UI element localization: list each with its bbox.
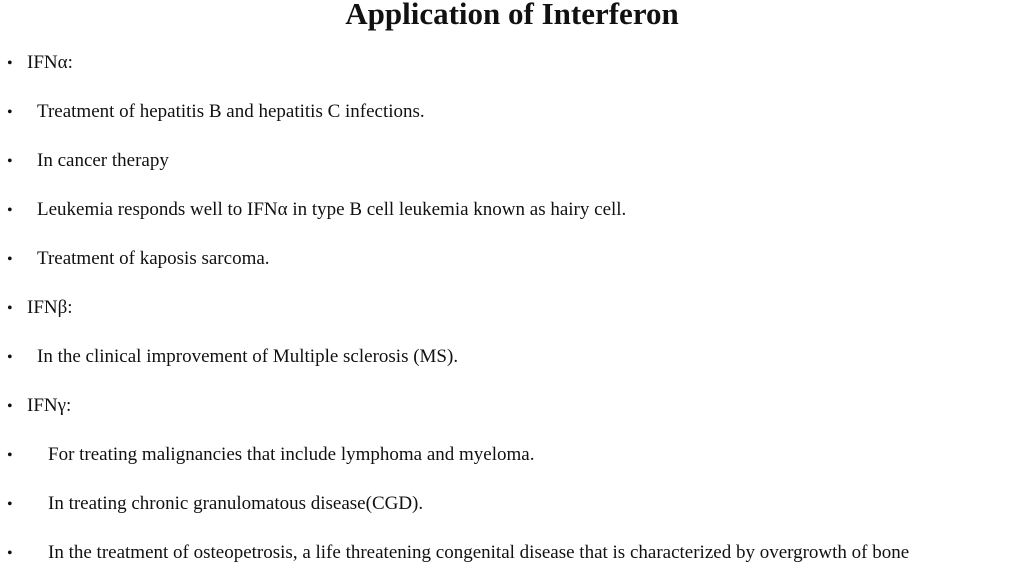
bullet-icon: • (7, 55, 13, 72)
list-item (7, 100, 425, 124)
bullet-icon: • (7, 545, 13, 562)
bullet-icon: • (7, 251, 13, 268)
list-item-text: Treatment of hepatitis B and hepatitis C infections. (37, 101, 425, 122)
list-item-text: IFNα: (27, 52, 73, 73)
list-item-text: For treating malignancies that include lymphoma and myeloma. (48, 444, 535, 465)
bullet-icon: • (7, 104, 13, 121)
bullet-icon: • (7, 153, 13, 170)
list-item (7, 51, 73, 75)
list-item (7, 394, 71, 418)
list-item (7, 198, 626, 222)
list-item (7, 492, 423, 516)
list-item-text: In treating chronic granulomatous disease(CGD). (48, 493, 424, 514)
list-item (7, 296, 73, 320)
bullet-icon: • (7, 398, 13, 415)
list-item-text: IFNβ: (27, 297, 73, 318)
list-item (7, 149, 169, 173)
bullet-icon: • (7, 447, 13, 464)
bullet-icon: • (7, 496, 13, 513)
bullet-icon: • (7, 202, 13, 219)
bullet-icon: • (7, 349, 13, 366)
list-item-text: In the clinical improvement of Multiple sclerosis (MS). (37, 346, 459, 367)
bullet-icon: • (7, 300, 13, 317)
list-item-text: Leukemia responds well to IFNα in type B cell leukemia known as hairy cell. (37, 199, 627, 220)
list-item (7, 443, 535, 467)
list-item (7, 541, 909, 565)
list-item (7, 247, 270, 271)
list-item-text: In cancer therapy (37, 150, 169, 171)
list-item-text: IFNγ: (27, 395, 72, 416)
slide-title: Application of Interferon (345, 0, 679, 31)
list-item-text: Treatment of kaposis sarcoma. (37, 248, 270, 269)
list-item (7, 345, 458, 369)
list-item-text: In the treatment of osteopetrosis, a life threatening congenital disease that is characterized by overgrowth of bone (48, 542, 910, 563)
